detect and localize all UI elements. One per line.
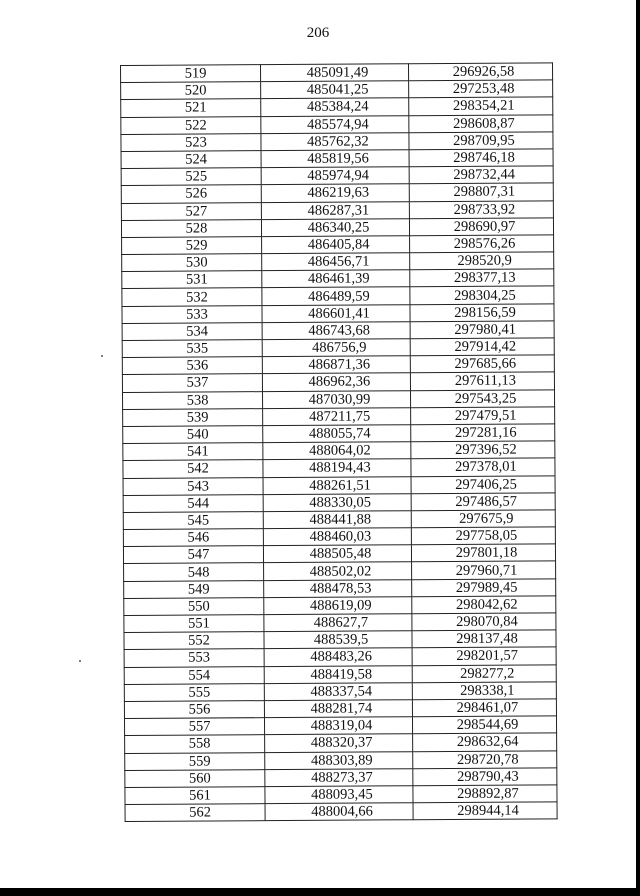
- y-coordinate-cell: 297479,51: [411, 407, 555, 425]
- x-coordinate-cell: 488483,26: [264, 648, 412, 666]
- y-coordinate-cell: 298137,48: [412, 630, 556, 648]
- x-coordinate-cell: 488337,54: [264, 682, 412, 700]
- x-coordinate-cell: 488478,53: [264, 579, 412, 597]
- table-row: [124, 716, 556, 736]
- x-coordinate-cell: 485819,56: [261, 150, 409, 168]
- point-number-cell: 524: [121, 151, 261, 169]
- point-number-cell: 534: [122, 322, 262, 340]
- table-row: [123, 475, 555, 495]
- point-number-cell: 562: [125, 804, 265, 822]
- y-coordinate-cell: 298277,2: [412, 664, 556, 682]
- point-number-cell: 522: [121, 116, 261, 134]
- x-coordinate-cell: 488055,74: [263, 425, 411, 443]
- point-number-cell: 542: [123, 460, 263, 478]
- x-coordinate-cell: 488261,51: [263, 476, 411, 494]
- table-row: [123, 441, 555, 461]
- y-coordinate-cell: 298354,21: [409, 97, 553, 115]
- point-number-cell: 546: [123, 529, 263, 547]
- point-number-cell: 525: [121, 168, 261, 186]
- point-number-cell: 549: [124, 580, 264, 598]
- y-coordinate-cell: 297253,48: [409, 80, 553, 98]
- y-coordinate-cell: 297611,13: [410, 372, 554, 390]
- point-number-cell: 537: [122, 374, 262, 392]
- x-coordinate-cell: 488281,74: [264, 700, 412, 718]
- table-row: [124, 561, 556, 581]
- table-row: [123, 458, 555, 478]
- x-coordinate-cell: 485041,25: [261, 81, 409, 99]
- y-coordinate-cell: 298732,44: [409, 166, 553, 184]
- point-number-cell: 558: [125, 735, 265, 753]
- x-coordinate-cell: 486219,63: [261, 184, 409, 202]
- coordinates-table-body: [121, 63, 558, 822]
- table-row: [122, 321, 554, 341]
- x-coordinate-cell: 486962,36: [262, 373, 410, 391]
- x-coordinate-cell: 488619,09: [264, 597, 412, 615]
- table-row: [121, 218, 553, 238]
- y-coordinate-cell: 298807,31: [409, 183, 553, 201]
- table-row: [124, 596, 556, 616]
- point-number-cell: 547: [123, 546, 263, 564]
- y-coordinate-cell: 296926,58: [408, 63, 552, 81]
- table-row: [124, 613, 556, 633]
- point-number-cell: 555: [124, 683, 264, 701]
- y-coordinate-cell: 298892,87: [413, 785, 557, 803]
- point-number-cell: 540: [123, 426, 263, 444]
- table-row: [125, 768, 557, 788]
- table-row: [123, 544, 555, 564]
- point-number-cell: 539: [123, 408, 263, 426]
- point-number-cell: 541: [123, 443, 263, 461]
- x-coordinate-cell: 488460,03: [263, 528, 411, 546]
- point-number-cell: 561: [125, 787, 265, 805]
- x-coordinate-cell: 488093,45: [265, 786, 413, 804]
- x-coordinate-cell: 486871,36: [262, 356, 410, 374]
- x-coordinate-cell: 488539,5: [264, 631, 412, 649]
- y-coordinate-cell: 297758,05: [411, 527, 555, 545]
- y-coordinate-cell: 298377,13: [410, 269, 554, 287]
- point-number-cell: 535: [122, 340, 262, 358]
- table-row: [124, 630, 556, 650]
- table-row: [121, 183, 553, 203]
- x-coordinate-cell: 487030,99: [262, 390, 410, 408]
- table-row: [122, 355, 554, 375]
- x-coordinate-cell: 488194,43: [263, 459, 411, 477]
- x-coordinate-cell: 488319,04: [264, 717, 412, 735]
- point-number-cell: 554: [124, 666, 264, 684]
- y-coordinate-cell: 297378,01: [411, 458, 555, 476]
- y-coordinate-cell: 298746,18: [409, 149, 553, 167]
- table-row: [123, 407, 555, 427]
- point-number-cell: 528: [121, 219, 261, 237]
- y-coordinate-cell: 297406,25: [411, 475, 555, 493]
- point-number-cell: 551: [124, 615, 264, 633]
- y-coordinate-cell: 298156,59: [410, 303, 554, 321]
- table-row: [124, 664, 556, 684]
- x-coordinate-cell: 486405,84: [262, 236, 410, 254]
- table-row: [122, 303, 554, 323]
- x-coordinate-cell: 488441,88: [263, 511, 411, 529]
- point-number-cell: 560: [125, 769, 265, 787]
- point-number-cell: 519: [121, 65, 261, 83]
- table-row: [121, 97, 553, 117]
- x-coordinate-cell: 488505,48: [263, 545, 411, 563]
- point-number-cell: 553: [124, 649, 264, 667]
- y-coordinate-cell: 298576,26: [410, 235, 554, 253]
- x-coordinate-cell: 486456,71: [262, 253, 410, 271]
- y-coordinate-cell: 297685,66: [410, 355, 554, 373]
- point-number-cell: 557: [124, 718, 264, 736]
- y-coordinate-cell: 298733,92: [409, 200, 553, 218]
- table-row: [121, 114, 553, 134]
- x-coordinate-cell: 485974,94: [261, 167, 409, 185]
- table-row: [121, 80, 553, 100]
- point-number-cell: 530: [122, 254, 262, 272]
- x-coordinate-cell: 488303,89: [265, 751, 413, 769]
- table-row: [124, 647, 556, 667]
- y-coordinate-cell: 298608,87: [409, 114, 553, 132]
- table-row: [124, 699, 556, 719]
- y-coordinate-cell: 298201,57: [412, 647, 556, 665]
- x-coordinate-cell: 488320,37: [265, 734, 413, 752]
- point-number-cell: 520: [121, 82, 261, 100]
- point-number-cell: 532: [122, 288, 262, 306]
- y-coordinate-cell: 298461,07: [412, 699, 556, 717]
- point-number-cell: 527: [121, 202, 261, 220]
- table-row: [124, 578, 556, 598]
- table-row: [124, 682, 556, 702]
- y-coordinate-cell: 297960,71: [412, 561, 556, 579]
- x-coordinate-cell: 486461,39: [262, 270, 410, 288]
- y-coordinate-cell: 297675,9: [411, 510, 555, 528]
- point-number-cell: 552: [124, 632, 264, 650]
- y-coordinate-cell: 297914,42: [410, 338, 554, 356]
- x-coordinate-cell: 486340,25: [261, 218, 409, 236]
- y-coordinate-cell: 298944,14: [413, 802, 557, 820]
- y-coordinate-cell: 298790,43: [413, 768, 557, 786]
- y-coordinate-cell: 298544,69: [412, 716, 556, 734]
- coordinates-table: [120, 62, 558, 822]
- point-number-cell: 538: [122, 391, 262, 409]
- x-coordinate-cell: 488330,05: [263, 493, 411, 511]
- table-row: [122, 235, 554, 255]
- x-coordinate-cell: 488004,66: [265, 803, 413, 821]
- y-coordinate-cell: 297486,57: [411, 493, 555, 511]
- x-coordinate-cell: 486601,41: [262, 304, 410, 322]
- point-number-cell: 536: [122, 357, 262, 375]
- y-coordinate-cell: 298690,97: [409, 218, 553, 236]
- table-row: [125, 802, 557, 822]
- point-number-cell: 531: [122, 271, 262, 289]
- y-coordinate-cell: 297980,41: [410, 321, 554, 339]
- point-number-cell: 533: [122, 305, 262, 323]
- x-coordinate-cell: 488419,58: [264, 665, 412, 683]
- x-coordinate-cell: 488627,7: [264, 614, 412, 632]
- y-coordinate-cell: 297989,45: [412, 578, 556, 596]
- point-number-cell: 529: [122, 237, 262, 255]
- point-number-cell: 521: [121, 99, 261, 117]
- point-number-cell: 556: [124, 701, 264, 719]
- y-coordinate-cell: 298070,84: [412, 613, 556, 631]
- y-coordinate-cell: 298042,62: [412, 596, 556, 614]
- x-coordinate-cell: 485574,94: [261, 115, 409, 133]
- point-number-cell: 544: [123, 494, 263, 512]
- table-row: [123, 424, 555, 444]
- scan-speck: [101, 355, 103, 357]
- y-coordinate-cell: 297281,16: [411, 424, 555, 442]
- table-row: [125, 750, 557, 770]
- y-coordinate-cell: 297543,25: [410, 389, 554, 407]
- y-coordinate-cell: 298338,1: [412, 682, 556, 700]
- y-coordinate-cell: 298720,78: [413, 750, 557, 768]
- point-number-cell: 559: [125, 752, 265, 770]
- x-coordinate-cell: 487211,75: [263, 407, 411, 425]
- point-number-cell: 543: [123, 477, 263, 495]
- y-coordinate-cell: 298520,9: [410, 252, 554, 270]
- table-row: [125, 785, 557, 805]
- point-number-cell: 523: [121, 133, 261, 151]
- table-row: [122, 286, 554, 306]
- table-row: [121, 63, 553, 83]
- y-coordinate-cell: 298304,25: [410, 286, 554, 304]
- point-number-cell: 545: [123, 512, 263, 530]
- y-coordinate-cell: 298632,64: [413, 733, 557, 751]
- table-row: [121, 166, 553, 186]
- table-row: [122, 389, 554, 409]
- point-number-cell: 548: [124, 563, 264, 581]
- x-coordinate-cell: 485091,49: [261, 64, 409, 82]
- x-coordinate-cell: 488502,02: [264, 562, 412, 580]
- x-coordinate-cell: 486489,59: [262, 287, 410, 305]
- x-coordinate-cell: 486756,9: [262, 339, 410, 357]
- x-coordinate-cell: 485762,32: [261, 132, 409, 150]
- page-number: 206: [306, 25, 330, 41]
- table-row: [125, 733, 557, 753]
- x-coordinate-cell: 486743,68: [262, 322, 410, 340]
- table-row: [123, 493, 555, 513]
- x-coordinate-cell: 488064,02: [263, 442, 411, 460]
- point-number-cell: 526: [121, 185, 261, 203]
- y-coordinate-cell: 297801,18: [411, 544, 555, 562]
- x-coordinate-cell: 485384,24: [261, 98, 409, 116]
- y-coordinate-cell: 298709,95: [409, 132, 553, 150]
- table-row: [122, 252, 554, 272]
- table-row: [121, 132, 553, 152]
- table-row: [122, 338, 554, 358]
- scan-speck: [79, 660, 81, 662]
- table-row: [121, 200, 553, 220]
- point-number-cell: 550: [124, 597, 264, 615]
- table-row: [121, 149, 553, 169]
- x-coordinate-cell: 486287,31: [261, 201, 409, 219]
- table-row: [122, 372, 554, 392]
- table-row: [123, 527, 555, 547]
- table-row: [122, 269, 554, 289]
- table-row: [123, 510, 555, 530]
- y-coordinate-cell: 297396,52: [411, 441, 555, 459]
- x-coordinate-cell: 488273,37: [265, 768, 413, 786]
